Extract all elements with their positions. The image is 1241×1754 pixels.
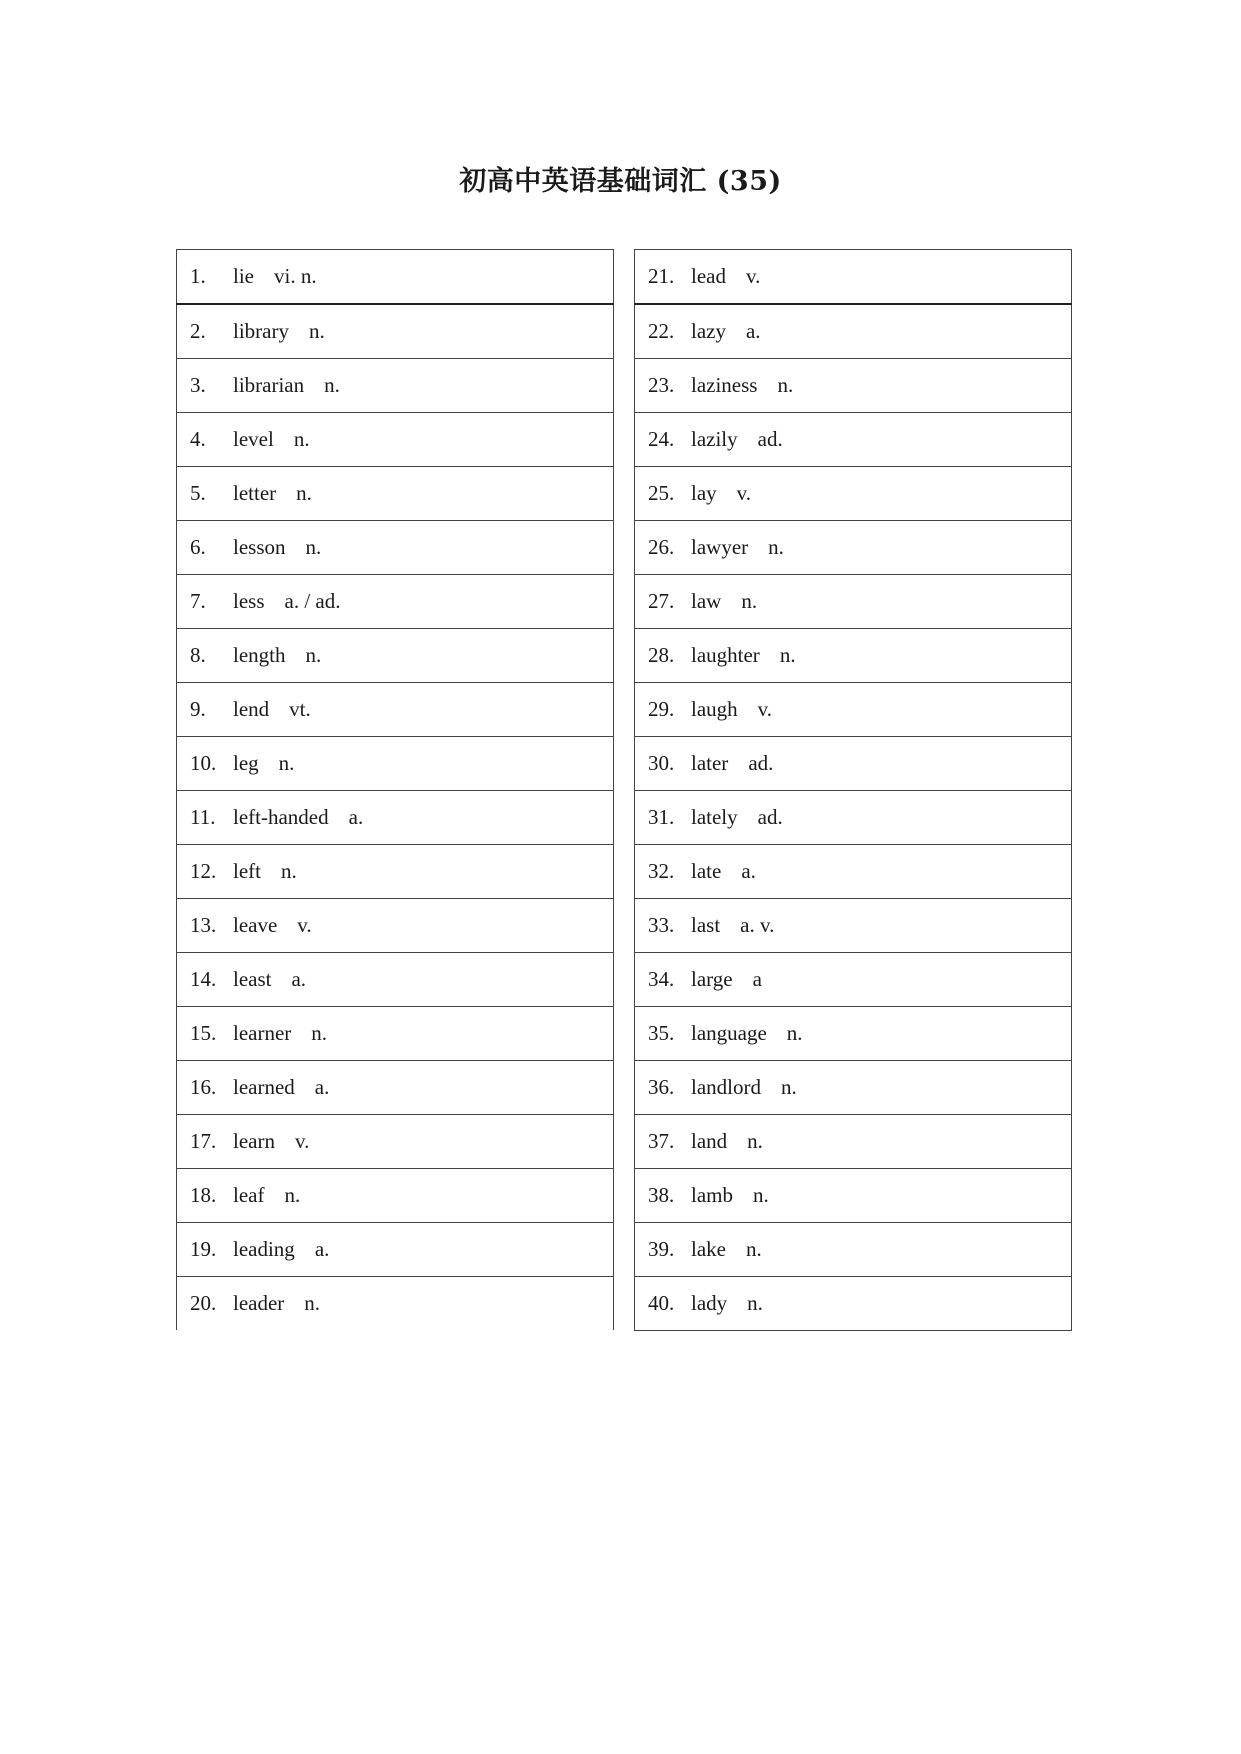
entry-number: 9.: [190, 697, 206, 721]
entry-word: leaf: [233, 1183, 265, 1207]
vocab-entry: [177, 737, 614, 791]
table-row: [635, 1277, 1072, 1331]
vocab-entry: [177, 683, 614, 737]
entry-word: lamb: [691, 1183, 733, 1207]
entry-word: law: [691, 589, 722, 613]
entry-part-of-speech: n.: [305, 535, 322, 559]
entry-word: library: [233, 319, 289, 343]
vocab-entry: [177, 521, 614, 575]
table-row: [177, 359, 614, 413]
entry-number: 36.: [648, 1075, 675, 1099]
entry-part-of-speech: n.: [753, 1183, 769, 1207]
table-row: [177, 953, 614, 1007]
entry-number: 23.: [648, 373, 675, 397]
vocab-entry: [635, 845, 1072, 899]
entry-part-of-speech: n.: [780, 1075, 797, 1099]
entry-number: 32.: [648, 859, 675, 883]
vocab-entry: [635, 304, 1072, 359]
table-row: [177, 1277, 614, 1331]
vocab-entry: [635, 629, 1072, 683]
table-row: [635, 629, 1072, 683]
entry-word: large: [691, 967, 733, 991]
vocab-entry: [635, 791, 1072, 845]
table-row: [635, 1115, 1072, 1169]
table-row: [177, 521, 614, 575]
vocab-entry: [635, 1223, 1072, 1277]
vocab-entry: [635, 953, 1072, 1007]
entry-word: librarian: [233, 373, 305, 397]
entry-word: less: [233, 589, 265, 613]
entry-part-of-speech: v.: [757, 697, 773, 721]
entry-word: lend: [233, 697, 270, 721]
entry-number: 34.: [648, 967, 675, 991]
entry-part-of-speech: n.: [324, 373, 340, 397]
entry-word: laziness: [691, 373, 758, 397]
entry-word: lately: [691, 805, 738, 829]
table-row: [177, 791, 614, 845]
table-row: [177, 737, 614, 791]
entry-part-of-speech: a.: [314, 1075, 330, 1099]
vocab-entry: [177, 1115, 614, 1169]
entry-number: 13.: [190, 913, 217, 937]
table-row: [635, 575, 1072, 629]
vocab-entry: [177, 899, 614, 953]
entry-number: 11.: [190, 805, 216, 829]
entry-part-of-speech: n.: [777, 373, 794, 397]
entry-part-of-speech: vi. n.: [274, 264, 317, 288]
table-row: [635, 1169, 1072, 1223]
vocab-entry: [635, 1169, 1072, 1223]
entry-part-of-speech: a. / ad.: [284, 589, 341, 613]
entry-number: 15.: [190, 1021, 217, 1045]
vocab-entry: [177, 1223, 614, 1277]
vocab-entry: [177, 467, 614, 521]
entry-part-of-speech: a.: [291, 967, 307, 991]
entry-word: leave: [233, 913, 278, 937]
entry-number: 5.: [190, 481, 206, 505]
vocab-entry: [177, 1007, 614, 1061]
vocab-entry: [177, 413, 614, 467]
entry-word: lead: [691, 264, 726, 288]
table-row: [177, 1115, 614, 1169]
entry-part-of-speech: n.: [768, 535, 784, 559]
entry-word: learn: [233, 1129, 275, 1153]
vocab-entry: [177, 1277, 614, 1331]
entry-part-of-speech: v.: [297, 913, 312, 937]
entry-number: 28.: [648, 643, 675, 667]
table-row: [177, 304, 614, 359]
vocab-entry: [177, 304, 614, 359]
vocab-entry: [635, 1007, 1072, 1061]
entry-number: 21.: [648, 264, 675, 288]
entry-number: 10.: [190, 751, 217, 775]
table-row: [177, 899, 614, 953]
entry-word: letter: [233, 481, 277, 505]
table-row: [635, 1223, 1072, 1277]
entry-part-of-speech: ad.: [757, 805, 783, 829]
entry-number: 38.: [648, 1183, 675, 1207]
page-title: 初高中英语基础词汇 (35): [459, 166, 782, 197]
entry-word: lesson: [233, 535, 286, 559]
table-row: [635, 250, 1072, 305]
entry-part-of-speech: v.: [736, 481, 752, 505]
table-row: [635, 791, 1072, 845]
entry-word: lake: [691, 1237, 726, 1261]
entry-number: 17.: [190, 1129, 217, 1153]
table-row: [177, 629, 614, 683]
entry-part-of-speech: n.: [296, 481, 312, 505]
entry-word: learned: [233, 1075, 295, 1099]
entry-word: length: [233, 643, 286, 667]
entry-number: 27.: [648, 589, 675, 613]
table-row: [635, 737, 1072, 791]
vocab-entry: [177, 1061, 614, 1115]
entry-part-of-speech: n.: [311, 1021, 328, 1045]
entry-part-of-speech: v.: [745, 264, 761, 288]
table-row: [177, 1007, 614, 1061]
entry-word: language: [691, 1021, 767, 1045]
entry-number: 1.: [190, 264, 206, 288]
entry-part-of-speech: vt.: [289, 697, 311, 721]
table-row: [635, 1007, 1072, 1061]
table-row: [635, 899, 1072, 953]
vocab-entry: [635, 575, 1072, 629]
entry-number: 40.: [648, 1291, 675, 1315]
entry-number: 12.: [190, 859, 217, 883]
entry-part-of-speech: a: [752, 967, 762, 991]
entry-word: lady: [691, 1291, 728, 1315]
entry-part-of-speech: n.: [304, 1291, 321, 1315]
entry-part-of-speech: n.: [284, 1183, 301, 1207]
entry-word: leg: [233, 751, 259, 775]
table-row: [635, 521, 1072, 575]
entry-word: least: [233, 967, 272, 991]
vocab-table-right: [634, 249, 1072, 1331]
table-row: [635, 467, 1072, 521]
entry-word: laughter: [691, 643, 760, 667]
entry-word: lazily: [691, 427, 738, 451]
table-row: [177, 845, 614, 899]
entry-part-of-speech: a.: [745, 319, 761, 343]
entry-part-of-speech: n.: [293, 427, 310, 451]
entry-number: 6.: [190, 535, 206, 559]
vocab-entry: [635, 1061, 1072, 1115]
entry-part-of-speech: n.: [278, 751, 295, 775]
entry-word: learner: [233, 1021, 292, 1045]
vocab-entry: [635, 1115, 1072, 1169]
entry-number: 20.: [190, 1291, 217, 1315]
vocab-entry: [635, 521, 1072, 575]
entry-word: later: [691, 751, 729, 775]
vocab-entry: [177, 629, 614, 683]
entry-part-of-speech: n.: [308, 319, 325, 343]
entry-word: last: [691, 913, 721, 937]
entry-part-of-speech: n.: [305, 643, 322, 667]
vocab-entry: [177, 953, 614, 1007]
entry-number: 7.: [190, 589, 206, 613]
table-row: [635, 304, 1072, 359]
vocab-entry: [635, 413, 1072, 467]
vocab-entry: [635, 1277, 1072, 1331]
table-row: [177, 413, 614, 467]
entry-part-of-speech: n.: [741, 589, 758, 613]
entry-number: 18.: [190, 1183, 217, 1207]
entry-word: landlord: [691, 1075, 761, 1099]
entry-number: 29.: [648, 697, 675, 721]
entry-number: 3.: [190, 373, 206, 397]
entry-number: 22.: [648, 319, 675, 343]
table-row: [635, 1061, 1072, 1115]
entry-number: 39.: [648, 1237, 675, 1261]
vocab-entry: [177, 359, 614, 413]
entry-part-of-speech: n.: [786, 1021, 803, 1045]
entry-number: 31.: [648, 805, 675, 829]
entry-number: 4.: [190, 427, 206, 451]
table-row: [177, 1061, 614, 1115]
vocab-entry: [177, 250, 614, 305]
entry-part-of-speech: a.: [348, 805, 364, 829]
table-row: [177, 1223, 614, 1277]
entry-part-of-speech: n.: [747, 1129, 763, 1153]
entry-part-of-speech: n.: [747, 1291, 763, 1315]
table-row: [635, 845, 1072, 899]
entry-number: 2.: [190, 319, 206, 343]
entry-word: lie: [233, 264, 254, 288]
entry-number: 26.: [648, 535, 675, 559]
table-row: [635, 413, 1072, 467]
entry-word: land: [691, 1129, 728, 1153]
entry-part-of-speech: n.: [779, 643, 796, 667]
entry-word: late: [691, 859, 722, 883]
vocab-entry: [177, 575, 614, 629]
entry-part-of-speech: a.: [741, 859, 756, 883]
table-row: [177, 250, 614, 305]
entry-word: lay: [691, 481, 717, 505]
table-row: [177, 575, 614, 629]
entry-number: 14.: [190, 967, 217, 991]
vocab-entry: [635, 250, 1072, 305]
entry-part-of-speech: a.: [314, 1237, 330, 1261]
entry-part-of-speech: ad.: [748, 751, 774, 775]
vocab-entry: [177, 845, 614, 899]
vocab-entry: [635, 683, 1072, 737]
vocab-entry: [635, 359, 1072, 413]
entry-number: 30.: [648, 751, 675, 775]
entry-word: left: [233, 859, 261, 883]
vocab-entry: [635, 899, 1072, 953]
table-row: [177, 467, 614, 521]
entry-word: leader: [233, 1291, 285, 1315]
entry-number: 35.: [648, 1021, 675, 1045]
entry-part-of-speech: a. v.: [740, 913, 775, 937]
entry-word: lawyer: [691, 535, 749, 559]
vocab-entry: [635, 467, 1072, 521]
entry-part-of-speech: ad.: [757, 427, 783, 451]
entry-word: laugh: [691, 697, 738, 721]
entry-word: left-handed: [233, 805, 329, 829]
vocab-table-left: [176, 249, 614, 1330]
entry-word: level: [233, 427, 274, 451]
vocab-entry: [177, 791, 614, 845]
entry-word: leading: [233, 1237, 295, 1261]
entry-number: 33.: [648, 913, 675, 937]
entry-number: 19.: [190, 1237, 217, 1261]
entry-number: 24.: [648, 427, 675, 451]
table-row: [635, 359, 1072, 413]
table-row: [177, 683, 614, 737]
entry-number: 8.: [190, 643, 206, 667]
table-row: [177, 1169, 614, 1223]
entry-word: lazy: [691, 319, 726, 343]
entry-part-of-speech: v.: [294, 1129, 310, 1153]
entry-number: 37.: [648, 1129, 675, 1153]
entry-number: 25.: [648, 481, 675, 505]
entry-part-of-speech: n.: [745, 1237, 762, 1261]
table-row: [635, 953, 1072, 1007]
vocab-entry: [177, 1169, 614, 1223]
entry-part-of-speech: n.: [280, 859, 297, 883]
table-row: [635, 683, 1072, 737]
vocab-entry: [635, 737, 1072, 791]
entry-number: 16.: [190, 1075, 217, 1099]
